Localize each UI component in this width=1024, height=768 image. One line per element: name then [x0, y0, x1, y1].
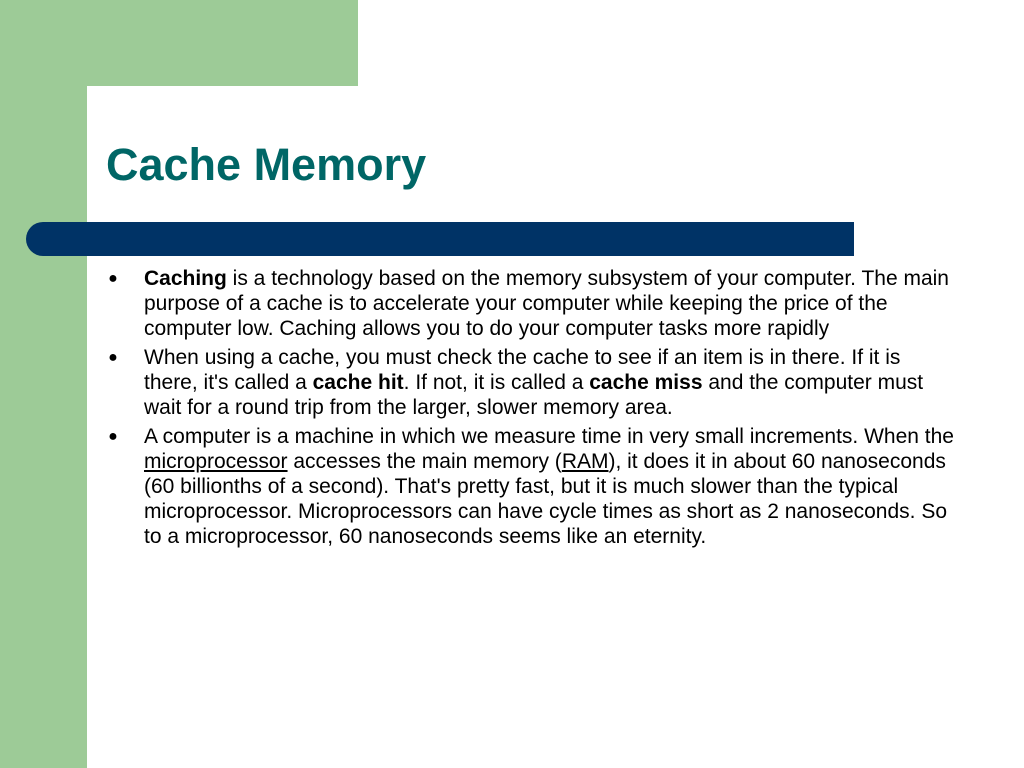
bullet-text: . If not, it is called a — [403, 371, 590, 394]
slide-title: Cache Memory — [106, 139, 427, 190]
bullet-list — [106, 266, 956, 553]
term-cache-miss: cache miss — [589, 371, 703, 394]
term-cache-hit: cache hit — [312, 371, 404, 394]
bullet-icon: ● — [108, 428, 118, 445]
bullet-text: is a technology based on the memory subsystem of your computer. The main purpose of a cache is to accelerate your computer while keeping the price of the computer low. Caching allows you to do your computer tasks more rapidly — [144, 267, 949, 340]
ram-link[interactable]: RAM — [561, 450, 609, 473]
bullet-text: ), it does it in about 60 nanoseconds (60 billionths of a second). That's pretty fast, but it is much slower than the typical microprocessor. Microprocessors can have cycle times as short as 2 nanoseconds. So to a microprocessor, 60 nanoseconds seems like an eternity. — [144, 450, 948, 548]
bullet-icon: ● — [108, 270, 118, 287]
bullet-text: A computer is a machine in which we measure time in very small increments. When the — [144, 425, 954, 448]
left-green-band — [0, 0, 87, 768]
bullet-icon: ● — [108, 349, 118, 366]
term-caching: Caching — [144, 267, 227, 290]
bullet-text: accesses the main memory ( — [287, 450, 562, 473]
bullet-item-cache-hit-miss — [106, 345, 956, 420]
top-green-band — [0, 0, 358, 86]
microprocessor-link[interactable]: microprocessor — [144, 450, 288, 473]
bullet-item-timing — [106, 424, 956, 549]
bullet-text: When using a cache, you must check the cache to see if an item is in there. If it is there, it's called a — [144, 346, 901, 394]
title-divider-bar — [26, 222, 854, 256]
bullet-text: and the computer must wait for a round trip from the larger, slower memory area. — [144, 371, 924, 419]
bullet-item-caching — [106, 266, 956, 341]
